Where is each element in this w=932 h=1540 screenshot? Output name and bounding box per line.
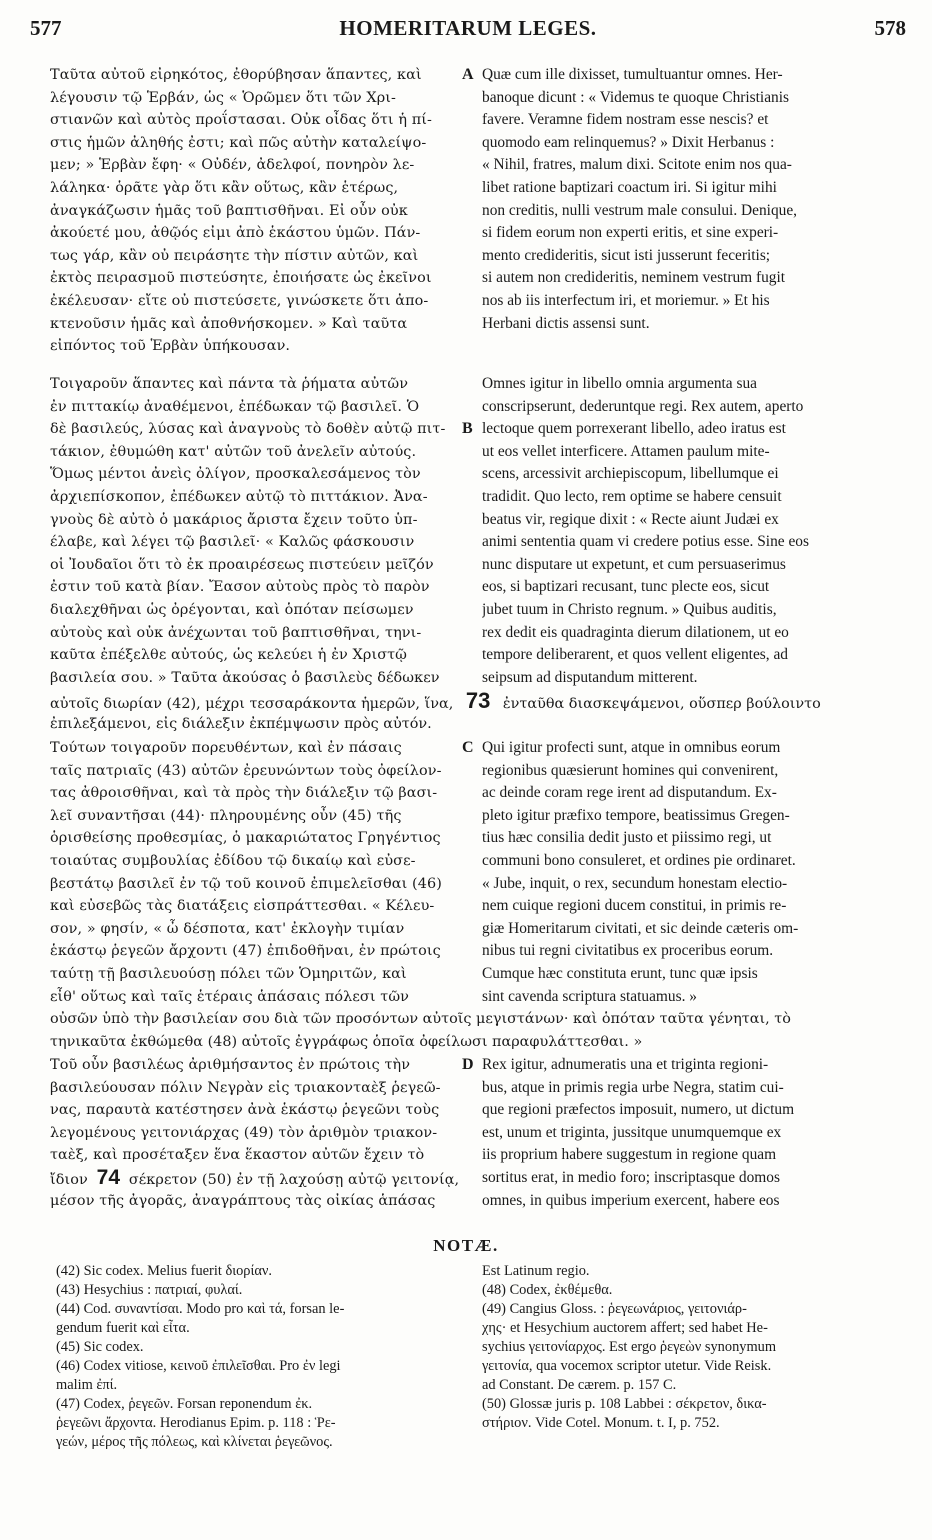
- text-fragment: σέκρετον (50) ἐν τῇ λαχούσῃ αὐτῷ γειτονίᾳ,: [128, 1171, 460, 1188]
- text-line: banoque dicunt : « Videmus te quoque Christianis: [482, 88, 789, 106]
- footnote-line: gendum fuerit καὶ εἶτα.: [56, 1320, 190, 1336]
- text-line: Rex igitur, adnumeratis una et triginta regioni-: [482, 1056, 769, 1073]
- text-line: rex dedit eis quadraginta dierum dilationem, ut eo: [482, 623, 789, 641]
- latin-column-block-2: [482, 373, 906, 689]
- text-line: omnes, in quibus imperium exercent, habere eos: [482, 1191, 780, 1209]
- text-line: Ὅμως μέντοι ἀνεὶς ὀλίγον, προσκαλεσάμενος τὸν: [50, 466, 421, 483]
- footnote-line: (48) Codex, ἐκθέμεθα.: [482, 1282, 613, 1298]
- text-line: ἀναγκάζωσιν ἡμᾶς τοῦ βαπτισθῆναι. Εἰ οὖν οὐκ: [50, 202, 408, 219]
- text-line: διαλεχθῆναι ὡς ὀρέγονται, καὶ ὁπόταν πείσωμεν: [50, 601, 414, 618]
- text-fragment: ἐνταῦθα διασκεψάμενοι, οὕσπερ βούλοιντο: [502, 696, 821, 712]
- text-line: σον, » φησίν, « ὦ δέσποτα, κατ' ἐκλογὴν τιμίαν: [50, 920, 405, 937]
- inline-page-number: 74: [96, 1166, 121, 1189]
- text-line: si autem non credideritis, neminem vestrum fugit: [482, 269, 786, 287]
- text-line: νας, παραυτὰ κατέστησεν ἀνὰ ἑκάστῳ ῥεγεῶνι τοὺς: [50, 1102, 440, 1119]
- text-line: « Nihil, fratres, malum dixi. Scitote enim nos qua-: [482, 156, 792, 174]
- text-line: εἰπόντος τοῦ Ἑρβὰν ὑπήκουσαν.: [50, 338, 291, 355]
- text-line: ἐκέλευσαν· εἴτε οὐ πιστεύσετε, γινώσκετε ὅτι ἀπο-: [50, 292, 429, 309]
- text-line: Cumque hæc constituta erunt, tunc quæ ipsis: [482, 964, 758, 982]
- text-line: ὁρισθείσης προθεσμίας, ὁ μακαριώτατος Γρηγέντιος: [50, 830, 441, 847]
- text-line: ut eos vellet interficere. Attamen paulum mite-: [482, 442, 770, 460]
- text-line: ac deinde coram rege irent ad disputandum. Ex-: [482, 784, 777, 802]
- footnote-line: (50) Glossæ juris p. 108 Labbei : σέκρετον, δικα-: [482, 1396, 767, 1412]
- text-line: Qui igitur profecti sunt, atque in omnibus eorum: [482, 739, 781, 756]
- greek-column-block-2: [50, 373, 470, 689]
- greek-column-block-3: [50, 737, 470, 1008]
- text-line: scens, arcessivit archiepiscopum, libellumque ei: [482, 465, 779, 483]
- text-line: ἀκούετέ μου, ἀθῷός εἰμι ἀπὸ ἑκάστου ὑμῶν. Πάν-: [50, 225, 421, 242]
- text-line: Ταῦτα αὐτοῦ εἰρηκότος, ἐθορύβησαν ἅπαντες, καὶ: [50, 67, 422, 83]
- text-line: ταὲξ, καὶ προσέταξεν ἕνα ἕκαστον αὐτῶν ἔχειν τὸ: [50, 1147, 425, 1164]
- text-line: « Jube, inquit, o rex, secundum honestam electio-: [482, 874, 788, 892]
- text-line: [50, 1167, 470, 1190]
- greek-column-block-4-lines: [50, 1054, 470, 1212]
- text-line: ἐκτὸς πειρασμοῦ πιστεύσητε, ἐποιήσατε ὡς ἐκεῖνοι: [50, 270, 432, 287]
- text-line: βεστάτῳ βασιλεῖ ἐν τῷ τοῦ κοινοῦ ἐπιμελεῖσθαι (46): [50, 875, 442, 892]
- text-line: eos, si baptizari recusant, tunc plecte eos, sicut: [482, 578, 770, 596]
- inline-page-number: 73: [465, 690, 491, 713]
- page-number-right: 578: [874, 16, 906, 40]
- margin-marker-a: A: [462, 66, 474, 83]
- text-line: beatus vir, regique dixit : « Recte aiunt Judæi ex: [482, 510, 779, 528]
- text-line: seipsum ad disputandum mitterent.: [482, 668, 698, 686]
- text-line: Quæ cum ille dixisset, tumultuantur omnes. Her-: [482, 66, 783, 83]
- text-line: ἐστιν τοῦ κατὰ βίαν. Ἔασον αὐτοὺς πρὸς τὸ παρὸν: [50, 579, 430, 596]
- text-line: τας ἀθροισθῆναι, καὶ τὰ πρὸς τὴν διάλεξιν τῷ βασι-: [50, 785, 438, 802]
- footnote-line: sychius γειτονίαρχος. Est ergo ῥεγεὼν synonymum: [482, 1339, 777, 1355]
- text-line: οὐσῶν ὑπὸ τὴν βασιλείαν σου διὰ τῶν προσόντων αὐτοῖς μεγιστάνων· καὶ ὁπόταν ταῦτα γένηται, τὸ: [50, 1011, 791, 1027]
- text-line: αὐτοὺς καὶ οὐκ ἀνέχωνται τοῦ βαπτισθῆναι, τηνι-: [50, 624, 422, 641]
- text-line: ἐν πιττακίῳ ἀναθέμενοι, ἐπέδωκαν τῷ βασιλεῖ. Ὁ: [50, 398, 420, 415]
- footnote-line: ῥεγεῶνι ἄρχοντα. Herodianus Epim. p. 118 : Ῥε-: [56, 1415, 336, 1431]
- margin-marker-b: B: [462, 420, 473, 437]
- text-line: tius hæc consilia dedit justo et piissimo regi, ut: [482, 829, 772, 847]
- text-line: animi sententia quam vi credere potius esse. Sine eos: [482, 533, 809, 551]
- text-line: λάληκα· ὁρᾶτε γὰρ ὅτι κἂν οὕτως, κἂν ἑτέρως,: [50, 179, 399, 196]
- latin-column-block-3: [482, 737, 906, 1008]
- text-line: Herbani dictis assensi sunt.: [482, 314, 650, 332]
- text-line: λεῖ συναντῆσαι (44)· πληρουμένης οὖν (45) τῆς: [50, 807, 402, 824]
- text-line: λεγομένους γειτονιάρχας (49) τὸν ἀριθμὸν τριακον-: [50, 1124, 438, 1141]
- text-line: δὲ βασιλεύς, λύσας καὶ ἀναγνοὺς τὸ δοθὲν αὐτῷ πιτ-: [50, 421, 446, 438]
- text-line: βασιλεία σου. » Ταῦτα ἀκούσας ὁ βασιλεὺς δέδωκεν: [50, 669, 440, 686]
- text-line: καὶ εὐσεβῶς τὰς διατάξεις εἰσπράττεσθαι. « Κέλευ-: [50, 898, 435, 915]
- text-line: sortitus erat, in medio foro; inscriptasque domos: [482, 1168, 780, 1186]
- footnote-line: (49) Cangius Gloss. : ῥεγεωνάριος, γειτονιάρ-: [482, 1301, 747, 1317]
- text-line: ἀρχιεπίσκοπον, ἐπέδωκεν αὐτῷ τὸ πιττάκιον. Ἀνα-: [50, 488, 428, 505]
- footnote-line: (42) Sic codex. Melius fuerit διορίαν.: [56, 1263, 272, 1279]
- text-line: [50, 690, 906, 713]
- text-fragment: αὐτοῖς διωρίαν (42), μέχρι τεσσαράκοντα ἡμερῶν, ἵνα,: [50, 696, 454, 712]
- text-line: nem cuique regioni ducem constitui, in primis re-: [482, 897, 787, 915]
- text-line: έλαβε, καὶ λέγει τῷ βασιλεῖ· « Καλῶς φάσκουσιν: [50, 534, 415, 551]
- text-line: communi bono consuleret, et ordines pie ordinaret.: [482, 851, 796, 869]
- text-line: ἑκάστῳ ῥεγεῶν ἄρχοντι (47) ἐπιδοθῆναι, ἐν πρώτοις: [50, 943, 441, 960]
- footnote-line: (46) Codex vitiose, κεινοῦ ἐπιλεῖσθαι. Pro ἐν legi: [56, 1358, 341, 1374]
- text-line: mento credideritis, sicut isti jusserunt feceritis;: [482, 246, 771, 264]
- text-line: tradidit. Quo lecto, rem optime se habere censuit: [482, 487, 782, 505]
- text-line: ταῖς πατριαῖς (43) αὐτῶν ἐρευνώντων τοὺς ὀφείλον-: [50, 762, 442, 779]
- text-line: est, unum et triginta, jussitque unumquemque ex: [482, 1123, 782, 1141]
- text-line: κτενοῦσιν ἡμᾶς καὶ ἀποθνήσκομεν. » Καὶ ταῦτα: [50, 315, 408, 332]
- latin-column-block-4: [482, 1054, 906, 1212]
- footnote-line: γεών, μέρος τῆς πόλεως, καὶ κλίνεται ῥεγεῶνος.: [56, 1434, 333, 1450]
- text-line: τοιαύτας συμβουλίας ἐδίδου τῷ δικαίῳ καὶ εὐσε-: [50, 852, 416, 869]
- text-line: si fidem eorum non experti eritis, et sine experi-: [482, 224, 779, 242]
- footnote-line: malim ἐπί.: [56, 1377, 118, 1393]
- footnote-line: ad Constant. De cærem. p. 157 C.: [482, 1377, 677, 1393]
- footnote-line: γειτονία, qua vocemox scriptor utetur. Vide Reisk.: [482, 1358, 772, 1374]
- margin-marker-d: D: [462, 1056, 474, 1073]
- text-line: sint cavenda scriptura statuamus. »: [482, 987, 697, 1005]
- text-line: conscripserunt, dederuntque regi. Rex autem, aperto: [482, 397, 804, 415]
- footnote-line: στήριον. Vide Cotel. Monum. t. I, p. 752.: [482, 1415, 720, 1431]
- text-line: Omnes igitur in libello omnia argumenta sua: [482, 375, 757, 392]
- text-line: lectoque quem porrexerant libello, adeo iratus est: [482, 420, 786, 438]
- text-line: βασιλεύουσαν πόλιν Νεγρὰν εἰς τριακονταὲξ ῥεγεῶ-: [50, 1079, 441, 1096]
- greek-column-block-1: [50, 64, 470, 358]
- page-number-left: 577: [30, 16, 62, 40]
- text-line: non creditis, nulli vestrum male consului. Denique,: [482, 201, 798, 219]
- notes-title: NOTÆ.: [433, 1236, 499, 1255]
- notes-right-column: [482, 1262, 902, 1433]
- notes-left-column: [56, 1262, 466, 1452]
- text-line: καῦτα ἐπέξελθε αὐτούς, ὡς κελεύει ἡ ἐν Χριστῷ: [50, 647, 408, 664]
- text-line: Τούτων τοιγαροῦν πορευθέντων, καὶ ἐν πάσαις: [50, 740, 402, 756]
- page-header: [30, 12, 906, 46]
- text-line: favere. Veramne fidem nostram esse nescis? et: [482, 111, 769, 129]
- text-line: τηνικαῦτα ἐκθώμεθα (48) αὐτοῖς ἐγγράφως ὁποῖα ὀφείλωσι παραφυλάττεσθαι. »: [50, 1033, 643, 1050]
- text-line: μέσον τῆς ἀγορᾶς, ἀναγράπτους τὰς οἰκίας ἁπάσας: [50, 1192, 436, 1209]
- text-line: quomodo eam relinquemus? » Dixit Herbanus :: [482, 133, 775, 151]
- text-line: bus, atque in primis regia urbe Negra, statim cui-: [482, 1078, 784, 1096]
- text-line: Τοιγαροῦν ἅπαντες καὶ πάντα τὰ ῥήματα αὐτῶν: [50, 376, 409, 392]
- footnote-line: (44) Cod. συναντίσαι. Modo pro καὶ τά, forsan le-: [56, 1301, 345, 1317]
- footnote-line: (45) Sic codex.: [56, 1339, 144, 1355]
- text-line: que regioni præfectos imposuit, numero, ut dictum: [482, 1101, 795, 1119]
- text-fragment: ἴδιον: [50, 1171, 88, 1188]
- footnote-line: Est Latinum regio.: [482, 1263, 590, 1279]
- text-line: λέγουσιν τῷ Ἑρβάν, ὡς « Ὁρῶμεν ὅτι τῶν Χρι-: [50, 89, 396, 106]
- text-line: τως γάρ, κἂν οὐ πειράσητε τὴν πίστιν αὐτῶν, καὶ: [50, 247, 419, 264]
- text-line: στις ἡμῶν ἀληθής ἐστι; καὶ πῶς αὐτὴν καταλείψο-: [50, 134, 427, 151]
- text-line: regionibus quæsierunt homines qui convenirent,: [482, 761, 779, 779]
- text-line: jubet tuum in Christo regnum. » Quibus auditis,: [482, 600, 777, 618]
- text-line: tempore deliberarent, et quos vellent eligentes, ad: [482, 646, 788, 664]
- text-line: giæ Homeritarum civitati, et sic deinde cæteris om-: [482, 919, 799, 937]
- margin-marker-c: C: [462, 739, 474, 756]
- text-line: στιανῶν καὶ αὐτὸς προΐστασαι. Οὐκ οἶδας ὅτι ἡ πί-: [50, 112, 433, 129]
- footnote-line: (47) Codex, ῥεγεῶν. Forsan reponendum ἐκ.: [56, 1396, 313, 1412]
- full-width-lines-1: [50, 690, 906, 735]
- text-line: Τοῦ οὖν βασιλέως ἀριθμήσαντος ἐν πρώτοις τὴν: [50, 1057, 411, 1073]
- text-line: εἶθ' οὕτως καὶ ταῖς ἑτέραις ἁπάσαις πόλεσι τῶν: [50, 988, 410, 1005]
- text-line: pleto igitur præfixo tempore, beatissimus Gregen-: [482, 806, 790, 824]
- footnote-line: (43) Hesychius : πατριαί, φυλαί.: [56, 1282, 243, 1298]
- text-line: οἱ Ἰουδαῖοι ὅτι τὸ ἐκ προαιρέσεως πιστεύειν μεῖζόν: [50, 556, 434, 573]
- text-line: iis proprium habere suggestum in regione quam: [482, 1146, 777, 1164]
- latin-column-block-1: [482, 64, 906, 335]
- text-line: γνοὺς δὲ αὐτὸ ὁ μακάριος ἄριστα ἔχειν τοῦτο ὑπ-: [50, 511, 418, 528]
- full-width-lines-2: [50, 1008, 906, 1053]
- footnote-line: χης· et Hesychium auctorem affert; sed habet He-: [482, 1320, 768, 1336]
- running-title: HOMERITARUM LEGES.: [339, 16, 597, 40]
- text-line: libet ratione baptizari coactum iri. Si igitur mihi: [482, 178, 777, 196]
- text-line: μεν; » Ἑρβὰν ἔφη· « Οὐδέν, ἀδελφοί, πονηρὸν λε-: [50, 157, 415, 174]
- text-line: nos ab iis interfectum iri, et moriemur. » Et his: [482, 291, 770, 309]
- text-line: ταύτῃ τῇ βασιλευούσῃ πόλει τῶν Ὁμηριτῶν, καὶ: [50, 965, 407, 982]
- text-line: nunc disputare ut expetunt, et cum persuaserimus: [482, 555, 786, 573]
- text-line: ἐπιλεξάμενοι, εἰς διάλεξιν ἐκπέμψωσιν πρὸς αὐτόν.: [50, 715, 432, 732]
- text-line: τάκιον, ἐθυμώθη κατ' αὐτῶν τοῦ ἀνελεῖν αὐτούς.: [50, 443, 417, 460]
- text-line: nibus tui regni civitatibus ex proceribus eorum.: [482, 942, 774, 960]
